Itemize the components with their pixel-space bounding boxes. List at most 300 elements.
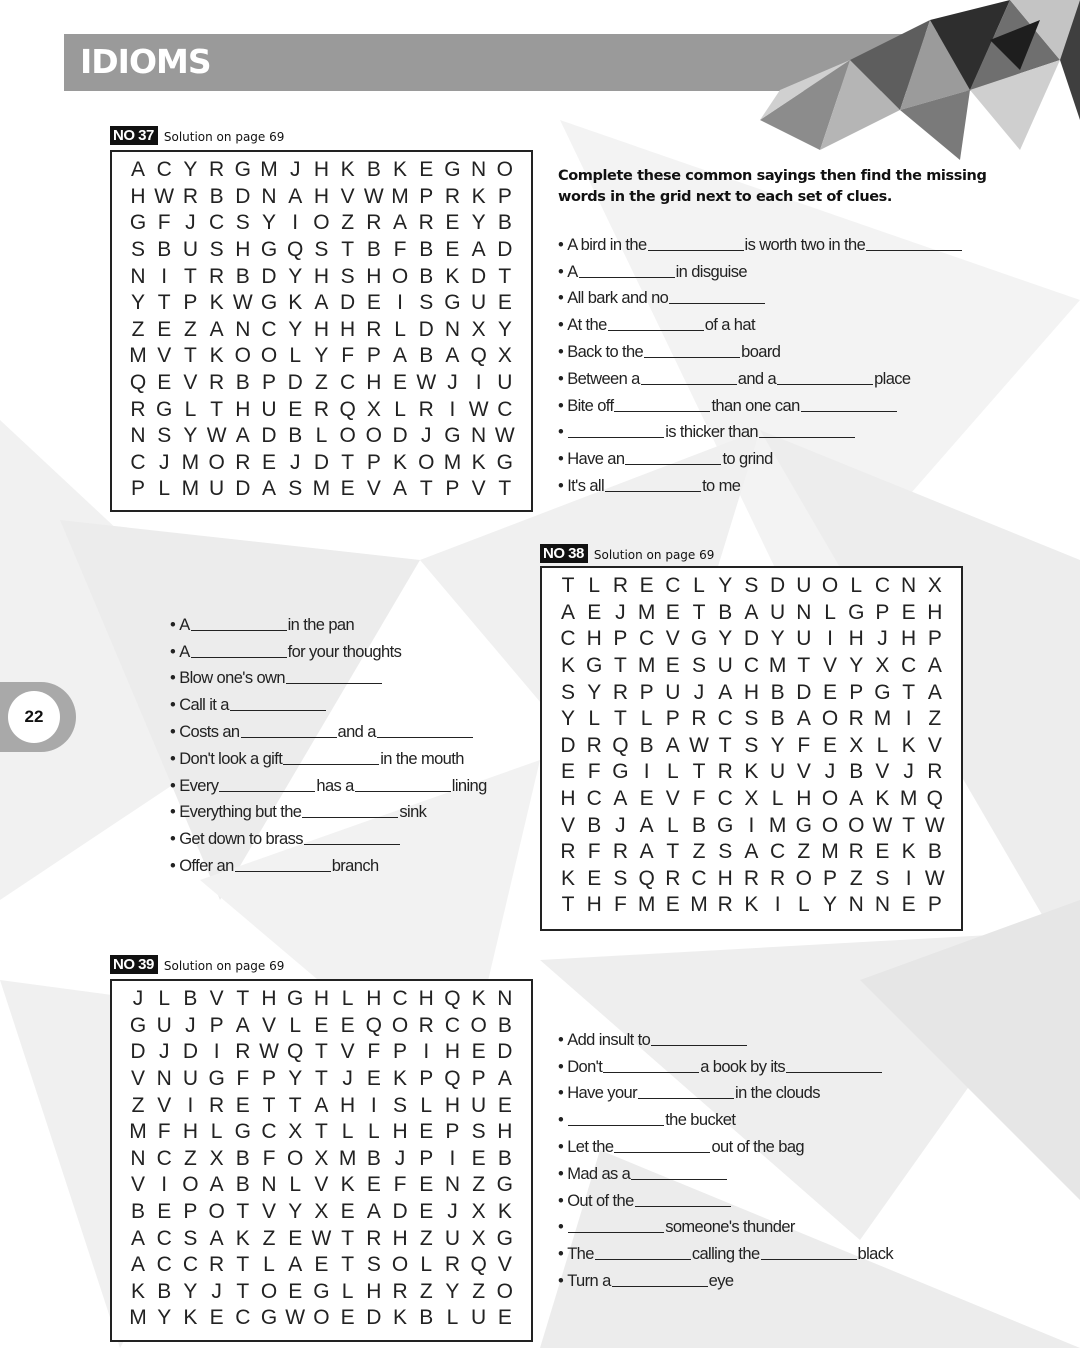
grid-letter: E bbox=[340, 1306, 355, 1330]
grid-letter: D bbox=[235, 184, 251, 208]
grid-letter: F bbox=[393, 1173, 407, 1197]
grid-letter: Y bbox=[770, 627, 785, 651]
answer-blank[interactable] bbox=[355, 790, 451, 792]
grid-letter: O bbox=[418, 450, 435, 474]
grid-letter: P bbox=[927, 627, 942, 651]
grid-letter: X bbox=[314, 1200, 329, 1224]
answer-blank[interactable] bbox=[302, 816, 398, 818]
clue-text: A bird in the bbox=[567, 235, 647, 254]
grid-letter: V bbox=[497, 1253, 512, 1277]
grid-row bbox=[125, 343, 518, 370]
grid-letter: O bbox=[821, 813, 839, 837]
clue-item bbox=[558, 442, 963, 469]
grid-letter: J bbox=[342, 1067, 353, 1091]
grid-letter: A bbox=[209, 1226, 224, 1250]
grid-letter: F bbox=[157, 211, 171, 235]
clue-item bbox=[558, 1157, 893, 1184]
answer-blank[interactable] bbox=[866, 249, 962, 251]
grid-letter: P bbox=[262, 371, 277, 395]
answer-blank[interactable] bbox=[614, 1151, 710, 1153]
clue-text: Between a bbox=[567, 369, 640, 388]
grid-letter: F bbox=[393, 238, 407, 262]
answer-blank[interactable] bbox=[304, 843, 400, 845]
grid-letter: O bbox=[182, 1173, 199, 1197]
bullet: • bbox=[170, 830, 176, 849]
grid-letter: P bbox=[419, 1067, 434, 1091]
grid-letter: X bbox=[314, 1146, 329, 1170]
grid-letter: O bbox=[496, 158, 514, 182]
grid-letter: E bbox=[340, 1200, 355, 1224]
grid-letter: V bbox=[665, 787, 680, 811]
header-triangle-art bbox=[760, 0, 1080, 160]
grid-letter: M bbox=[821, 840, 839, 864]
grid-letter: T bbox=[341, 1226, 355, 1250]
clue-text: and a bbox=[737, 369, 777, 388]
answer-blank[interactable] bbox=[631, 1178, 727, 1180]
grid-letter: Y bbox=[471, 211, 486, 235]
clue-text: Out of the bbox=[567, 1191, 634, 1210]
grid-letter: C bbox=[156, 1226, 172, 1250]
answer-blank[interactable] bbox=[638, 1097, 734, 1099]
grid-letter: T bbox=[183, 264, 197, 288]
grid-letter: T bbox=[692, 760, 706, 784]
grid-letter: G bbox=[496, 1226, 514, 1250]
answer-blank[interactable] bbox=[786, 1071, 882, 1073]
grid-letter: B bbox=[235, 371, 250, 395]
clue-text: A bbox=[179, 642, 190, 661]
grid-letter: U bbox=[261, 397, 277, 421]
grid-letter: O bbox=[260, 344, 278, 368]
grid-letter: F bbox=[587, 840, 601, 864]
clue-text: A bbox=[567, 262, 578, 281]
grid-letter: K bbox=[288, 291, 303, 315]
grid-letter: J bbox=[211, 1279, 222, 1303]
grid-row bbox=[125, 1146, 518, 1173]
grid-letter: L bbox=[289, 344, 302, 368]
grid-letter: G bbox=[156, 397, 173, 421]
grid-row bbox=[125, 1252, 518, 1279]
grid-letter: E bbox=[419, 1173, 434, 1197]
clue-text: At the bbox=[567, 316, 607, 335]
grid-letter: C bbox=[743, 654, 759, 678]
grid-letter: C bbox=[156, 1146, 172, 1170]
bullet: • bbox=[558, 1084, 564, 1103]
answer-blank[interactable] bbox=[612, 1285, 708, 1287]
grid-letter: F bbox=[692, 787, 706, 811]
grid-letter: S bbox=[393, 1093, 408, 1117]
grid-letter: I bbox=[161, 1173, 168, 1197]
grid-letter: V bbox=[340, 184, 355, 208]
answer-blank[interactable] bbox=[644, 356, 740, 358]
answer-blank[interactable] bbox=[191, 629, 287, 631]
grid-letter: P bbox=[366, 450, 381, 474]
answer-blank[interactable] bbox=[568, 436, 664, 438]
clue-text: in the mouth bbox=[380, 749, 464, 768]
grid-row bbox=[125, 450, 518, 477]
answer-blank[interactable] bbox=[241, 736, 337, 738]
grid-letter: T bbox=[236, 987, 250, 1011]
clue-text: Offer an bbox=[179, 856, 234, 875]
clue-text: A bbox=[179, 615, 190, 634]
grid-letter: T bbox=[236, 1200, 250, 1224]
page-number-circle bbox=[8, 691, 60, 743]
grid-letter: E bbox=[587, 600, 602, 624]
grid-letter: R bbox=[560, 840, 576, 864]
grid-letter: F bbox=[262, 1146, 276, 1170]
grid-letter: L bbox=[420, 1093, 433, 1117]
grid-letter: L bbox=[640, 707, 653, 731]
grid-letter: B bbox=[770, 707, 785, 731]
grid-letter: H bbox=[313, 184, 329, 208]
grid-letter: E bbox=[639, 787, 654, 811]
grid-letter: B bbox=[288, 424, 303, 448]
grid-letter: F bbox=[236, 1067, 250, 1091]
grid-letter: W bbox=[924, 866, 945, 890]
grid-letter: Y bbox=[183, 424, 198, 448]
clue-item bbox=[170, 742, 487, 769]
word-search-grid-38 bbox=[540, 566, 963, 931]
grid-letter: J bbox=[615, 813, 626, 837]
grid-letter: Z bbox=[419, 1279, 433, 1303]
grid-row bbox=[125, 1092, 518, 1119]
grid-letter: E bbox=[497, 1306, 512, 1330]
clue-text: out of the bag bbox=[711, 1137, 804, 1156]
clue-text: Let the bbox=[567, 1137, 614, 1156]
grid-letter: I bbox=[774, 893, 781, 917]
grid-letter: T bbox=[419, 477, 433, 501]
grid-letter: U bbox=[497, 371, 513, 395]
grid-letter: P bbox=[130, 477, 145, 501]
answer-blank[interactable] bbox=[651, 1044, 747, 1046]
grid-letter: T bbox=[262, 1093, 276, 1117]
grid-letter: I bbox=[449, 1146, 456, 1170]
grid-letter: C bbox=[209, 211, 225, 235]
grid-letter: S bbox=[288, 477, 303, 501]
grid-row bbox=[125, 476, 518, 503]
grid-letter: N bbox=[471, 158, 487, 182]
grid-letter: W bbox=[924, 813, 945, 837]
grid-letter: R bbox=[444, 184, 461, 208]
grid-letter: G bbox=[313, 1279, 330, 1303]
grid-letter: B bbox=[692, 813, 707, 837]
grid-letter: L bbox=[420, 1253, 433, 1277]
grid-letter: S bbox=[157, 424, 172, 448]
grid-letter: O bbox=[391, 264, 409, 288]
grid-letter: L bbox=[210, 1120, 223, 1144]
answer-blank[interactable] bbox=[603, 1071, 699, 1073]
grid-letter: H bbox=[340, 317, 356, 341]
clue-text: It's all bbox=[567, 476, 605, 495]
grid-letter: D bbox=[497, 238, 513, 262]
grid-letter: C bbox=[497, 397, 513, 421]
grid-letter: T bbox=[315, 1040, 328, 1064]
answer-blank[interactable] bbox=[648, 249, 744, 251]
grid-letter: L bbox=[850, 574, 863, 598]
answer-blank[interactable] bbox=[283, 763, 379, 765]
clue-text: a book by its bbox=[700, 1057, 786, 1076]
grid-letter: I bbox=[161, 264, 168, 288]
grid-letter: L bbox=[263, 1253, 275, 1277]
grid-letter: V bbox=[262, 1013, 277, 1037]
grid-letter: E bbox=[639, 574, 654, 598]
grid-letter: S bbox=[744, 733, 759, 757]
grid-letter: S bbox=[744, 707, 759, 731]
page-number-tab bbox=[0, 682, 76, 752]
answer-blank[interactable] bbox=[191, 656, 287, 658]
grid-row bbox=[555, 600, 948, 627]
grid-letter: J bbox=[693, 680, 705, 704]
clue-text: Bite off bbox=[567, 396, 614, 415]
grid-letter: Y bbox=[497, 317, 512, 341]
grid-letter: Z bbox=[341, 211, 355, 235]
grid-letter: G bbox=[874, 680, 891, 704]
grid-letter: R bbox=[444, 1253, 461, 1277]
grid-letter: U bbox=[156, 1013, 172, 1037]
clue-item bbox=[558, 255, 963, 282]
grid-letter: R bbox=[691, 707, 707, 731]
answer-blank[interactable] bbox=[568, 1124, 664, 1126]
answer-blank[interactable] bbox=[669, 302, 765, 304]
grid-letter: K bbox=[471, 987, 486, 1011]
grid-letter: N bbox=[156, 1067, 172, 1091]
grid-letter: Y bbox=[288, 317, 303, 341]
grid-letter: U bbox=[770, 600, 786, 624]
grid-letter: G bbox=[586, 654, 603, 678]
grid-letter: A bbox=[744, 840, 759, 864]
grid-letter: X bbox=[209, 1146, 224, 1170]
grid-letter: K bbox=[393, 1067, 408, 1091]
grid-letter: L bbox=[394, 317, 406, 341]
answer-blank[interactable] bbox=[579, 276, 675, 278]
clue-text: is thicker than bbox=[665, 423, 758, 442]
grid-letter: V bbox=[796, 760, 811, 784]
grid-letter: Y bbox=[130, 291, 145, 315]
clue-text: Blow one's own bbox=[179, 669, 285, 688]
grid-letter: R bbox=[848, 840, 864, 864]
grid-letter: B bbox=[770, 680, 785, 704]
grid-letter: R bbox=[612, 840, 628, 864]
grid-letter: W bbox=[468, 397, 489, 421]
grid-letter: S bbox=[314, 238, 329, 262]
clue-item bbox=[558, 1237, 893, 1264]
grid-letter: A bbox=[796, 707, 811, 731]
grid-letter: M bbox=[873, 707, 892, 731]
grid-letter: E bbox=[823, 733, 838, 757]
answer-blank[interactable] bbox=[219, 790, 315, 792]
clue-list-38 bbox=[170, 608, 487, 876]
clue-text: sink bbox=[399, 803, 427, 822]
grid-letter: M bbox=[129, 344, 147, 368]
grid-letter: I bbox=[187, 1093, 194, 1117]
grid-letter: C bbox=[717, 707, 733, 731]
grid-letter: Y bbox=[157, 1306, 172, 1330]
clue-list-37 bbox=[558, 228, 963, 496]
grid-letter: Q bbox=[129, 371, 147, 395]
grid-letter: S bbox=[209, 238, 224, 262]
answer-blank[interactable] bbox=[641, 383, 737, 385]
clue-text: of a hat bbox=[704, 316, 755, 335]
grid-letter: Y bbox=[183, 158, 198, 182]
grid-letter: T bbox=[315, 1120, 328, 1144]
bullet: • bbox=[558, 289, 564, 308]
grid-letter: D bbox=[261, 264, 277, 288]
grid-letter: Q bbox=[287, 1040, 304, 1064]
grid-letter: D bbox=[182, 1040, 198, 1064]
grid-letter: C bbox=[639, 627, 655, 651]
grid-letter: H bbox=[717, 866, 733, 890]
clue-item bbox=[170, 796, 487, 823]
answer-blank[interactable] bbox=[777, 383, 873, 385]
grid-letter: Y bbox=[183, 1279, 198, 1303]
answer-blank[interactable] bbox=[377, 736, 473, 738]
answer-blank[interactable] bbox=[286, 682, 382, 684]
grid-letter: Z bbox=[472, 1173, 486, 1197]
grid-letter: P bbox=[665, 707, 680, 731]
grid-letter: A bbox=[849, 787, 864, 811]
grid-row bbox=[125, 1172, 518, 1199]
grid-letter: T bbox=[157, 291, 171, 315]
grid-letter: G bbox=[260, 291, 278, 315]
grid-letter: E bbox=[497, 291, 512, 315]
grid-letter: Y bbox=[560, 707, 575, 731]
grid-letter: J bbox=[185, 211, 196, 235]
grid-letter: D bbox=[130, 1040, 146, 1064]
answer-blank[interactable] bbox=[230, 709, 326, 711]
grid-letter: P bbox=[497, 184, 512, 208]
clue-item bbox=[558, 1050, 893, 1077]
answer-blank[interactable] bbox=[568, 1231, 664, 1233]
grid-letter: E bbox=[665, 893, 680, 917]
grid-letter: A bbox=[445, 344, 460, 368]
grid-letter: H bbox=[497, 1120, 513, 1144]
grid-letter: Y bbox=[314, 344, 329, 368]
grid-letter: R bbox=[235, 1040, 251, 1064]
grid-letter: F bbox=[157, 1120, 171, 1144]
answer-blank[interactable] bbox=[235, 870, 331, 872]
grid-letter: K bbox=[235, 1226, 250, 1250]
answer-blank[interactable] bbox=[801, 410, 897, 412]
grid-letter: E bbox=[288, 1279, 303, 1303]
grid-letter: H bbox=[444, 1040, 461, 1064]
grid-row bbox=[555, 812, 948, 839]
grid-letter: B bbox=[639, 733, 654, 757]
grid-letter: N bbox=[235, 317, 251, 341]
grid-letter: P bbox=[209, 1013, 224, 1037]
grid-letter: N bbox=[497, 987, 513, 1011]
answer-blank[interactable] bbox=[595, 1258, 691, 1260]
grid-letter: C bbox=[340, 371, 356, 395]
grid-letter: I bbox=[643, 760, 650, 784]
grid-letter: T bbox=[183, 344, 197, 368]
grid-letter: Z bbox=[262, 1226, 276, 1250]
grid-letter: R bbox=[612, 680, 628, 704]
answer-blank[interactable] bbox=[614, 410, 710, 412]
grid-letter: Y bbox=[718, 627, 733, 651]
grid-letter: G bbox=[444, 291, 461, 315]
grid-letter: M bbox=[338, 1146, 357, 1170]
grid-letter: G bbox=[129, 1013, 147, 1037]
grid-letter: G bbox=[234, 158, 251, 182]
grid-letter: H bbox=[392, 1120, 408, 1144]
grid-letter: H bbox=[901, 627, 917, 651]
clue-item bbox=[558, 1103, 893, 1130]
grid-letter: F bbox=[587, 760, 601, 784]
grid-letter: E bbox=[366, 291, 381, 315]
grid-letter: U bbox=[665, 680, 681, 704]
grid-letter: E bbox=[823, 680, 838, 704]
grid-letter: M bbox=[768, 654, 787, 678]
grid-letter: L bbox=[315, 424, 328, 448]
bullet: • bbox=[558, 369, 564, 388]
grid-letter: A bbox=[639, 840, 654, 864]
grid-letter: R bbox=[392, 1279, 408, 1303]
grid-letter: Q bbox=[638, 866, 655, 890]
grid-row bbox=[125, 210, 518, 237]
grid-letter: L bbox=[666, 760, 679, 784]
answer-blank[interactable] bbox=[605, 490, 701, 492]
grid-letter: D bbox=[261, 424, 277, 448]
grid-letter: Q bbox=[444, 987, 461, 1011]
bullet: • bbox=[170, 615, 176, 634]
answer-blank[interactable] bbox=[625, 463, 721, 465]
grid-letter: A bbox=[497, 1067, 512, 1091]
grid-letter: M bbox=[312, 477, 331, 501]
puzzle-37-label bbox=[110, 126, 284, 145]
answer-blank[interactable] bbox=[635, 1205, 731, 1207]
bullet: • bbox=[170, 856, 176, 875]
grid-letter: M bbox=[181, 477, 200, 501]
grid-letter: R bbox=[927, 760, 943, 784]
grid-letter: U bbox=[182, 1067, 198, 1091]
grid-letter: O bbox=[313, 211, 330, 235]
grid-row bbox=[125, 1013, 518, 1040]
grid-letter: H bbox=[418, 987, 434, 1011]
grid-letter: L bbox=[341, 987, 354, 1011]
grid-letter: A bbox=[288, 184, 303, 208]
grid-letter: G bbox=[690, 627, 708, 651]
grid-letter: B bbox=[209, 184, 224, 208]
grid-letter: Z bbox=[131, 317, 145, 341]
grid-letter: E bbox=[419, 1120, 434, 1144]
clue-item bbox=[170, 822, 487, 849]
grid-letter: B bbox=[157, 1279, 172, 1303]
bullet: • bbox=[558, 1245, 564, 1264]
grid-letter: R bbox=[182, 184, 198, 208]
grid-letter: X bbox=[471, 317, 486, 341]
grid-letter: J bbox=[158, 450, 170, 474]
grid-letter: T bbox=[692, 600, 706, 624]
answer-blank[interactable] bbox=[608, 329, 704, 331]
solution-note: Solution on page 69 bbox=[593, 548, 715, 562]
answer-blank[interactable] bbox=[761, 1258, 857, 1260]
grid-row bbox=[125, 1119, 518, 1146]
grid-letter: M bbox=[768, 813, 787, 837]
answer-blank[interactable] bbox=[759, 436, 855, 438]
grid-letter: R bbox=[717, 893, 733, 917]
grid-letter: O bbox=[287, 1146, 304, 1170]
grid-letter: R bbox=[366, 317, 382, 341]
bullet: • bbox=[170, 722, 176, 741]
puzzle-38-label bbox=[540, 544, 714, 563]
grid-letter: G bbox=[260, 1306, 278, 1330]
grid-letter: F bbox=[367, 1040, 381, 1064]
grid-letter: R bbox=[209, 1093, 225, 1117]
instructions: Complete these common sayings then find the missing words in the grid next to each set of clues. bbox=[558, 168, 987, 205]
grid-letter: X bbox=[875, 654, 890, 678]
grid-row bbox=[555, 892, 948, 919]
grid-row bbox=[125, 1199, 518, 1226]
grid-letter: W bbox=[206, 424, 227, 448]
